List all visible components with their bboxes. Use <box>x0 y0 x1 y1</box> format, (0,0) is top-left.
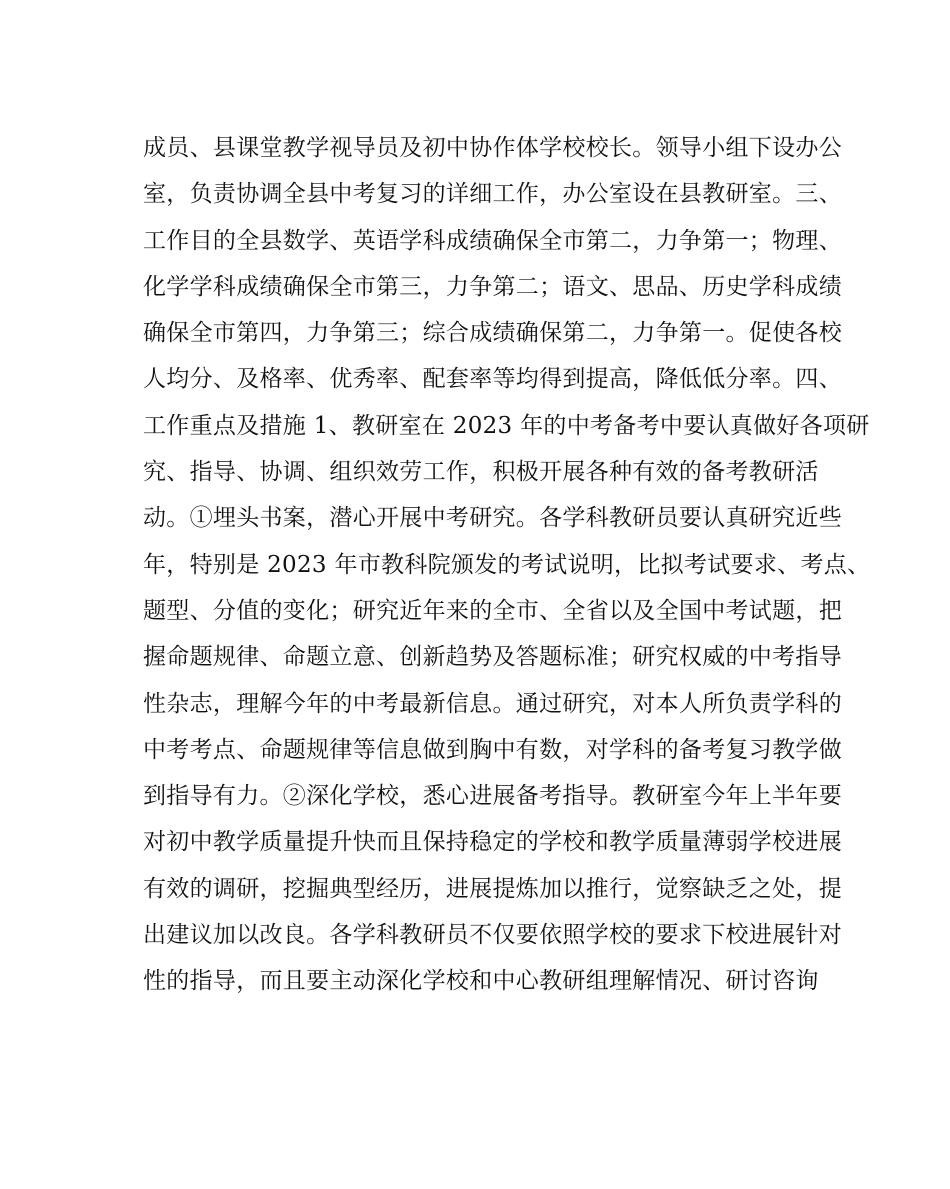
text-line: 到指导有力。②深化学校，悉心进展备考指导。教研室今年上半年要 <box>143 783 842 810</box>
text-line: 化学学科成绩确保全市第三，力争第二；语文、思品、历史学科成绩 <box>143 273 842 300</box>
text-line: 出建议加以改良。各学科教研员不仅要依照学校的要求下校进展针对 <box>143 922 842 949</box>
text-line: 工作目的全县数学、英语学科成绩确保全市第二，力争第一；物理、 <box>143 227 842 254</box>
text-line: 年，特别是 2023 年市教科院颁发的考试说明，比拟考试要求、考点、 <box>143 551 871 578</box>
text-line: 究、指导、协调、组织效劳工作，积极开展各种有效的备考教研活 <box>143 459 819 486</box>
text-line: 题型、分值的变化；研究近年来的全市、全省以及全国中考试题，把 <box>143 597 842 624</box>
text-line: 性的指导，而且要主动深化学校和中心教研组理解情况、研讨咨询 <box>143 968 819 995</box>
text-line: 性杂志，理解今年的中考最新信息。通过研究，对本人所负责学科的 <box>143 690 842 717</box>
text-line: 握命题规律、命题立意、创新趋势及答题标准；研究权威的中考指导 <box>143 644 842 671</box>
text-line: 中考考点、命题规律等信息做到胸中有数，对学科的备考复习教学做 <box>143 736 842 763</box>
text-line: 成员、县课堂教学视导员及初中协作体学校校长。领导小组下设办公 <box>143 135 842 161</box>
text-line: 有效的调研，挖掘典型经历，进展提炼加以推行，觉察缺乏之处，提 <box>143 875 842 902</box>
body-text <box>143 125 871 1005</box>
text-line: 确保全市第四，力争第三；综合成绩确保第二，力争第一。促使各校 <box>143 320 842 347</box>
text-line: 室，负责协调全县中考复习的详细工作，办公室设在县教研室。三、 <box>143 181 842 208</box>
text-line: 对初中教学质量提升快而且保持稳定的学校和教学质量薄弱学校进展 <box>143 829 842 856</box>
text-line: 工作重点及措施 1、教研室在 2023 年的中考备考中要认真做好各项研 <box>143 412 870 439</box>
text-line: 动。①埋头书案，潜心开展中考研究。各学科教研员要认真研究近些 <box>143 505 842 532</box>
text-line: 人均分、及格率、优秀率、配套率等均得到提高，降低低分率。四、 <box>143 366 842 393</box>
